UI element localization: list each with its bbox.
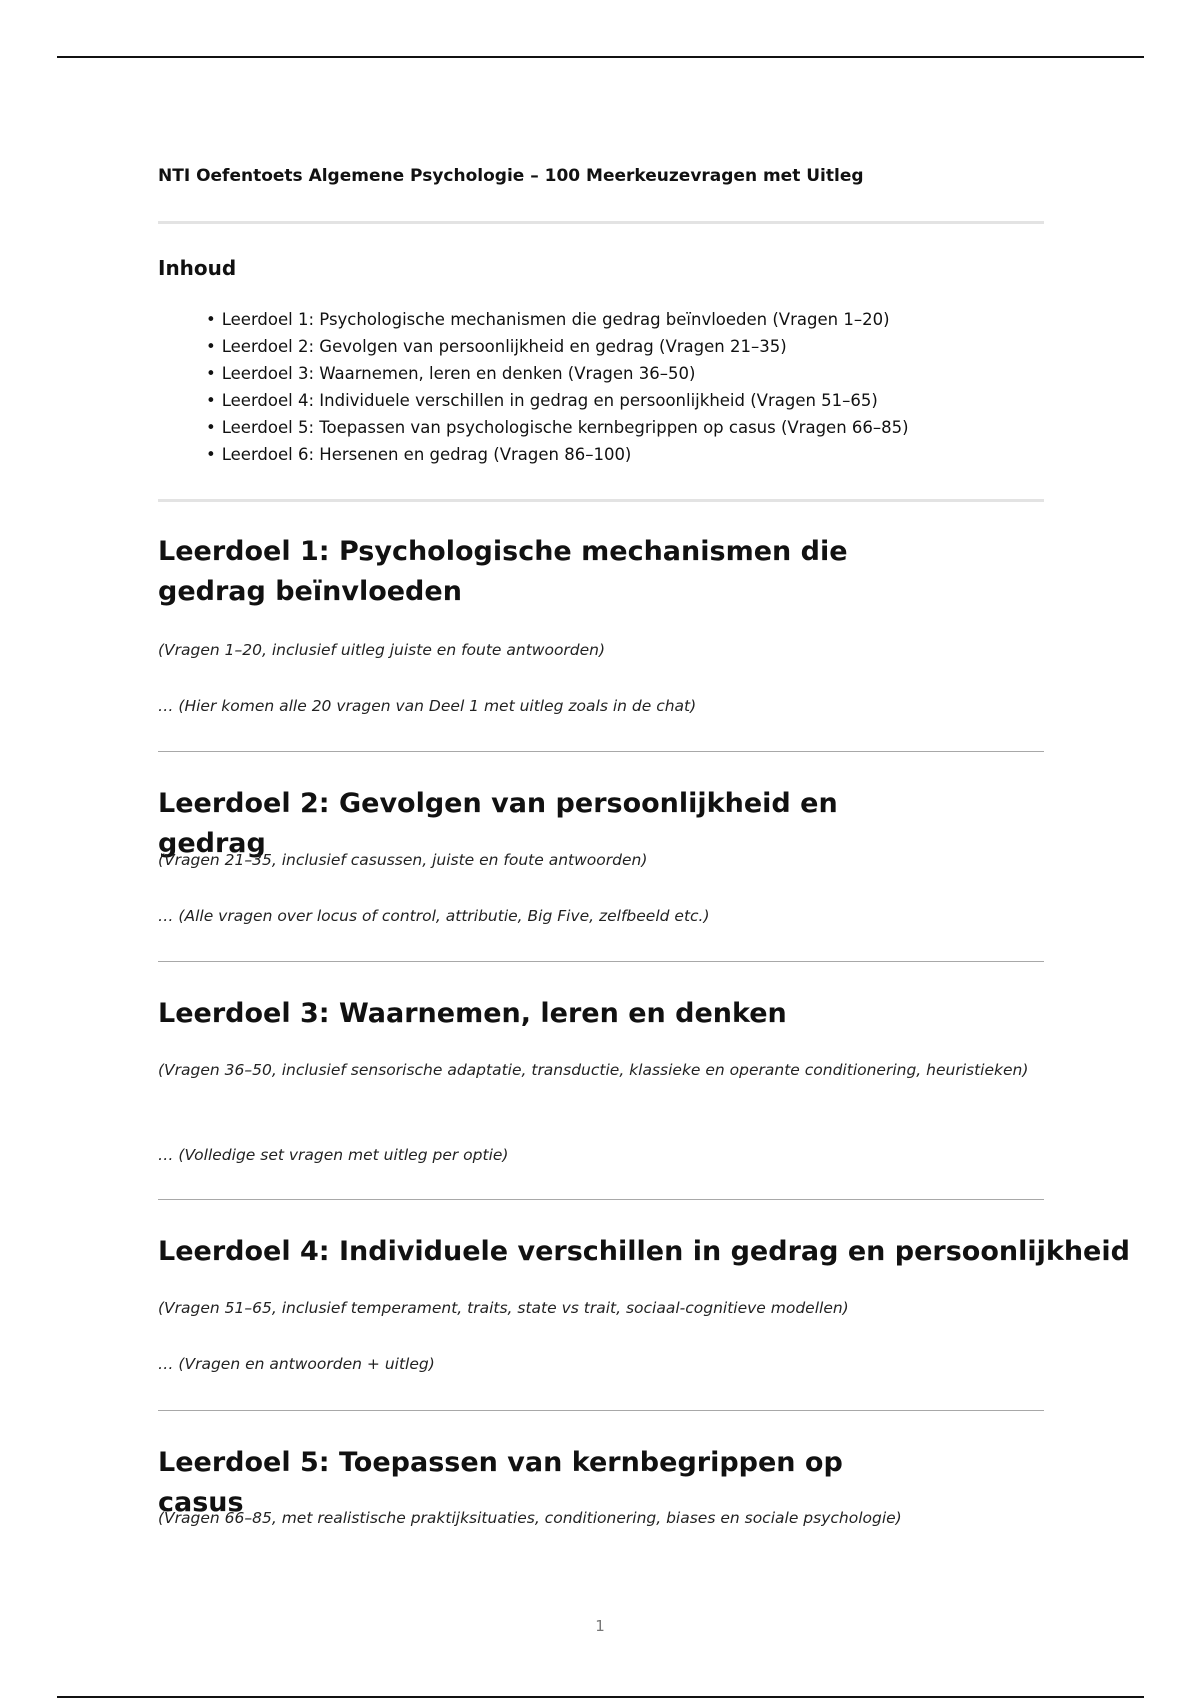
divider	[158, 499, 1044, 502]
section-subtitle: (Vragen 51–65, inclusief temperament, traits, state vs trait, sociaal-cognitieve modellen)	[158, 1299, 849, 1317]
toc-item[interactable]	[206, 387, 909, 414]
toc-item[interactable]	[206, 333, 909, 360]
bullet-icon: •	[206, 391, 216, 410]
section-subtitle: (Vragen 66–85, met realistische praktijksituaties, conditionering, biases en sociale psychologie)	[158, 1509, 902, 1527]
toc-item-label: Leerdoel 4: Individuele verschillen in gedrag en persoonlijkheid (Vragen 51–65)	[221, 391, 878, 410]
toc-heading: Inhoud	[158, 256, 237, 280]
toc-item[interactable]	[206, 360, 909, 387]
section-subtitle: (Vragen 1–20, inclusief uitleg juiste en foute antwoorden)	[158, 641, 606, 659]
divider	[158, 1199, 1044, 1200]
divider	[158, 1410, 1044, 1411]
toc-list	[206, 306, 909, 468]
toc-item-label: Leerdoel 1: Psychologische mechanismen die gedrag beïnvloeden (Vragen 1–20)	[221, 310, 890, 329]
page-number: 1	[595, 1617, 605, 1635]
section-heading-leerdoel-4: Leerdoel 4: Individuele verschillen in gedrag en persoonlijkheid	[158, 1236, 1130, 1267]
section-note: … (Volledige set vragen met uitleg per optie)	[158, 1146, 509, 1164]
section-note: … (Alle vragen over locus of control, attributie, Big Five, zelfbeeld etc.)	[158, 907, 710, 925]
section-heading-leerdoel-3: Leerdoel 3: Waarnemen, leren en denken	[158, 998, 787, 1029]
toc-item[interactable]	[206, 306, 909, 333]
page-top-rule	[57, 56, 1144, 58]
divider	[158, 221, 1044, 224]
toc-item-label: Leerdoel 3: Waarnemen, leren en denken (Vragen 36–50)	[221, 364, 696, 383]
section-note: … (Hier komen alle 20 vragen van Deel 1 met uitleg zoals in de chat)	[158, 697, 697, 715]
bullet-icon: •	[206, 337, 216, 356]
section-note: … (Vragen en antwoorden + uitleg)	[158, 1355, 435, 1373]
bullet-icon: •	[206, 418, 216, 437]
toc-item[interactable]	[206, 441, 909, 468]
divider	[158, 961, 1044, 962]
section-subtitle: (Vragen 21–35, inclusief casussen, juiste en foute antwoorden)	[158, 851, 648, 869]
toc-item-label: Leerdoel 5: Toepassen van psychologische kernbegrippen op casus (Vragen 66–85)	[221, 418, 909, 437]
toc-item[interactable]	[206, 414, 909, 441]
bullet-icon: •	[206, 364, 216, 383]
divider	[158, 751, 1044, 752]
section-heading-leerdoel-2: Leerdoel 2: Gevolgen van persoonlijkheid en gedrag	[158, 788, 838, 859]
section-subtitle: (Vragen 36–50, inclusief sensorische adaptatie, transductie, klassieke en operante conditionering, heuristieken)	[158, 1061, 1029, 1079]
toc-item-label: Leerdoel 2: Gevolgen van persoonlijkheid en gedrag (Vragen 21–35)	[221, 337, 787, 356]
toc-item-label: Leerdoel 6: Hersenen en gedrag (Vragen 86–100)	[221, 445, 632, 464]
bullet-icon: •	[206, 310, 216, 329]
document-title: NTI Oefentoets Algemene Psychologie – 100 Meerkeuzevragen met Uitleg	[158, 166, 864, 186]
bullet-icon: •	[206, 445, 216, 464]
section-heading-leerdoel-5: Leerdoel 5: Toepassen van kernbegrippen op casus	[158, 1447, 843, 1518]
section-heading-leerdoel-1: Leerdoel 1: Psychologische mechanismen die gedrag beïnvloeden	[158, 536, 848, 607]
page-bottom-rule	[57, 1696, 1144, 1698]
